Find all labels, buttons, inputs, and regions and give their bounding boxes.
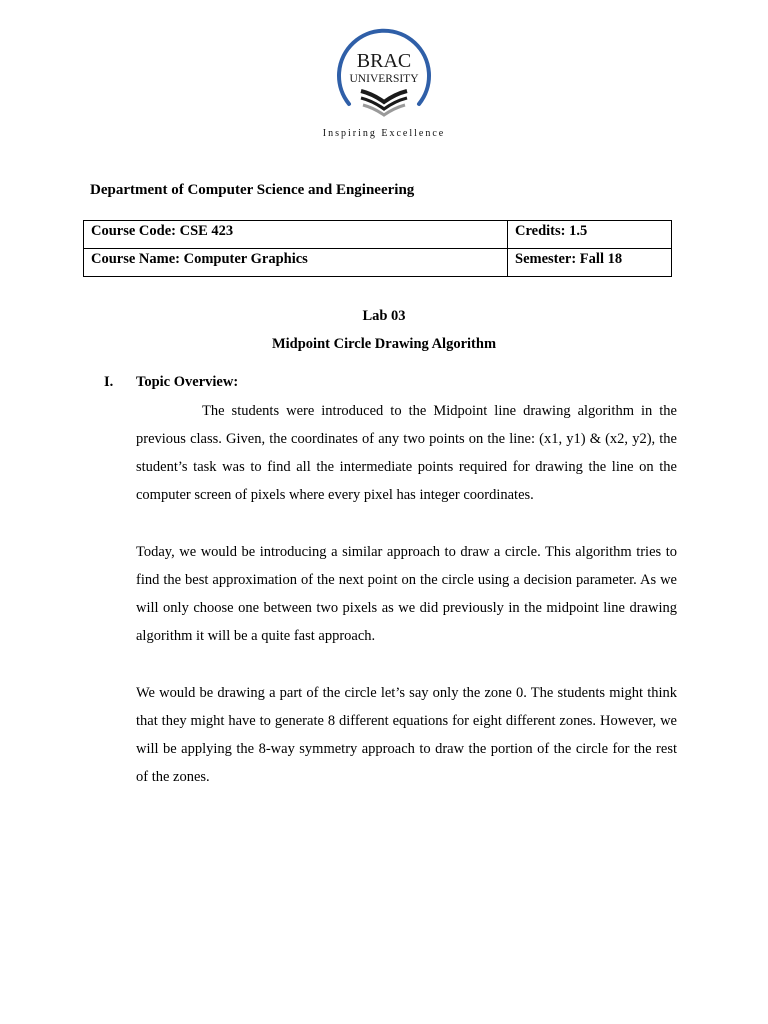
section-number: I. bbox=[104, 374, 114, 390]
table-row bbox=[84, 249, 672, 277]
paragraph: The students were introduced to the Midpoint line drawing algorithm in the previous class. Given, the coordinates of any two points on the line: (x1, y1) & (x2, y2), the student’s task was to find all the intermediate points required for drawing the line on the computer screen of pixels where every pixel has integer coordinates. bbox=[136, 403, 677, 503]
brac-university-logo bbox=[331, 22, 437, 128]
credits-cell: Credits: 1.5 bbox=[508, 221, 672, 249]
course-code-cell: Course Code: CSE 423 bbox=[84, 221, 508, 249]
course-name-cell: Course Name: Computer Graphics bbox=[84, 249, 508, 277]
paragraph: Today, we would be introducing a similar approach to draw a circle. This algorithm tries to find the best approximation of the next point on the circle using a decision parameter. As we will only choose one between two pixels as we did previously in the midpoint line drawing algorithm it will be a quite fast approach. bbox=[136, 544, 677, 644]
lab-subtitle: Midpoint Circle Drawing Algorithm bbox=[271, 336, 497, 352]
logo-wordmark-university: UNIVERSITY bbox=[349, 73, 419, 85]
lab-title: Lab 03 bbox=[362, 308, 406, 324]
department-heading: Department of Computer Science and Engineering bbox=[90, 182, 415, 198]
course-info-table bbox=[83, 220, 672, 277]
table-row bbox=[84, 221, 672, 249]
logo-wordmark-brac: BRAC bbox=[356, 50, 412, 72]
section-title: Topic Overview: bbox=[136, 374, 239, 390]
logo-tagline: Inspiring Excellence bbox=[322, 128, 446, 139]
semester-cell: Semester: Fall 18 bbox=[508, 249, 672, 277]
paragraph: We would be drawing a part of the circle let’s say only the zone 0. The students might think that they might have to generate 8 different equations for eight different zones. However, we will be applying the 8-way symmetry approach to draw the portion of the circle for the rest of the zones. bbox=[136, 685, 677, 785]
